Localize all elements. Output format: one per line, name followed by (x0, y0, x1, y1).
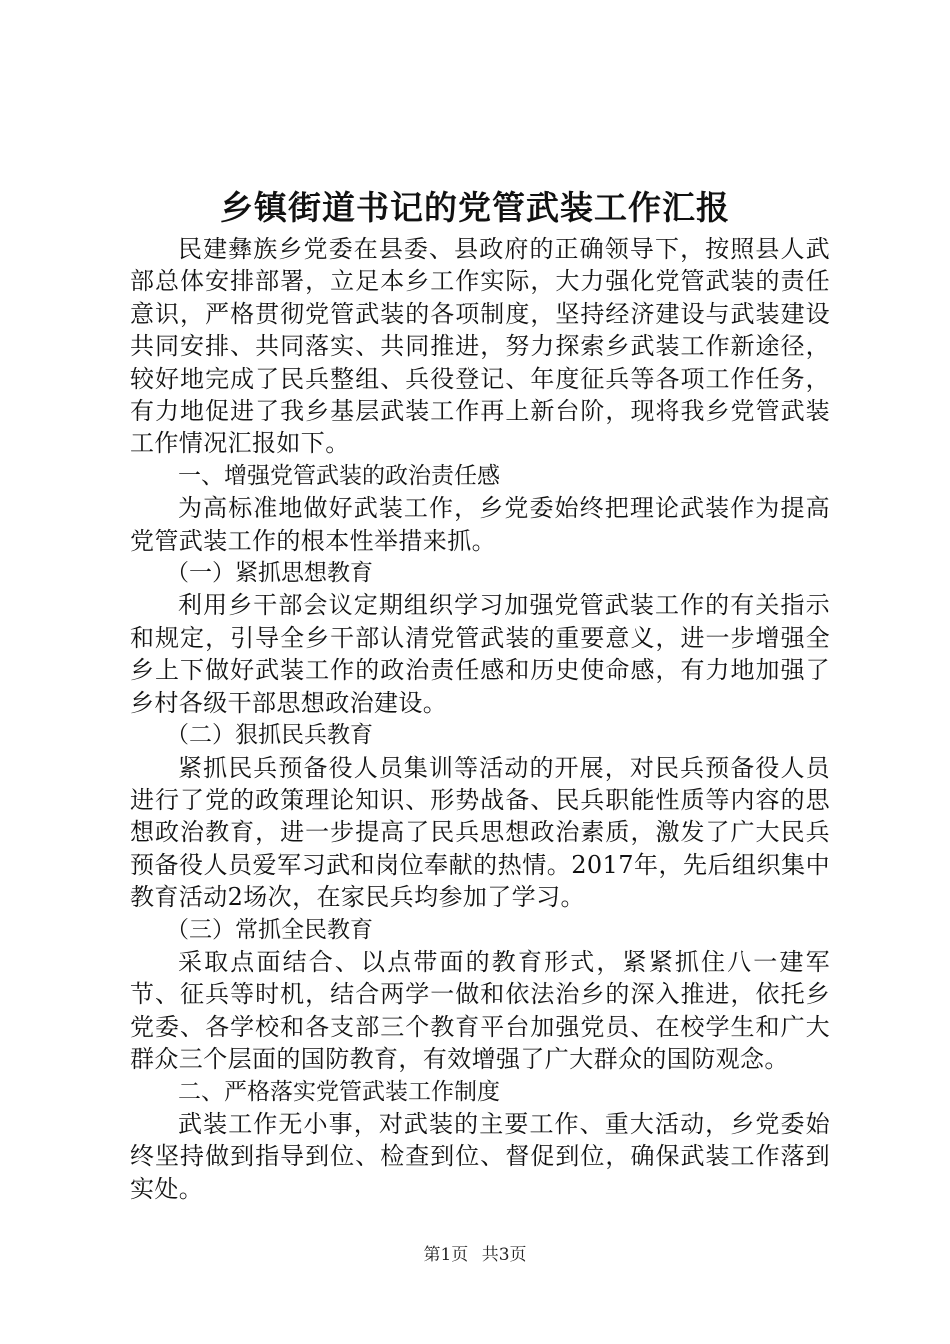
paragraph-1-1: 利用乡干部会议定期组织学习加强党管武装工作的有关指示和规定，引导全乡干部认清党管武装的重要意义，进一步增强全乡上下做好武装工作的政治责任感和历史使命感，有力地加强了乡村各级干部思想政治建设。 (130, 591, 830, 717)
section-heading-2: 二、严格落实党管武装工作制度 (178, 1078, 500, 1105)
page-footer (0, 1243, 950, 1267)
page-number: 第1页 (423, 1245, 469, 1265)
section-heading-1: 一、增强党管武装的政治责任感 (178, 462, 500, 489)
paragraph-intro: 民建彝族乡党委在县委、县政府的正确领导下，按照县人武部总体安排部署，立足本乡工作实际，大力强化党管武装的责任意识，严格贯彻党管武装的各项制度，坚持经济建设与武装建设共同安排、共同落实、共同推进，努力探索乡武装工作新途径，较好地完成了民兵整组、兵役登记、年度征兵等各项工作任务，有力地促进了我乡基层武装工作再上新台阶，现将我乡党管武装工作情况汇报如下。 (130, 235, 830, 458)
document-title: 乡镇街道书记的党管武装工作汇报 (220, 188, 730, 227)
subheading-1-2: （二）狠抓民兵教育 (166, 722, 373, 749)
paragraph-section-1: 为高标准地做好武装工作，乡党委始终把理论武装作为提高党管武装工作的根本性举措来抓。 (130, 494, 830, 555)
subheading-1-3: （三）常抓全民教育 (166, 916, 373, 943)
paragraph-section-2: 武装工作无小事，对武装的主要工作、重大活动，乡党委始终坚持做到指导到位、检查到位、督促到位，确保武装工作落到实处。 (130, 1109, 830, 1203)
document-body (130, 233, 830, 1205)
page-total: 共3页 (481, 1245, 527, 1265)
paragraph-1-3: 采取点面结合、以点带面的教育形式，紧紧抓住八一建军节、征兵等时机，结合两学一做和依法治乡的深入推进，依托乡党委、各学校和各支部三个教育平台加强党员、在校学生和广大群众三个层面的国防教育，有效增强了广大群众的国防观念。 (130, 947, 830, 1074)
paragraph-1-2: 紧抓民兵预备役人员集训等活动的开展，对民兵预备役人员进行了党的政策理论知识、形势战备、民兵职能性质等内容的思想政治教育，进一步提高了民兵思想政治素质，激发了广大民兵预备役人员爱军习武和岗位奉献的热情。2017年，先后组织集中教育活动2场次，在家民兵均参加了学习。 (130, 753, 830, 912)
subheading-1-1: （一）紧抓思想教育 (166, 560, 373, 587)
